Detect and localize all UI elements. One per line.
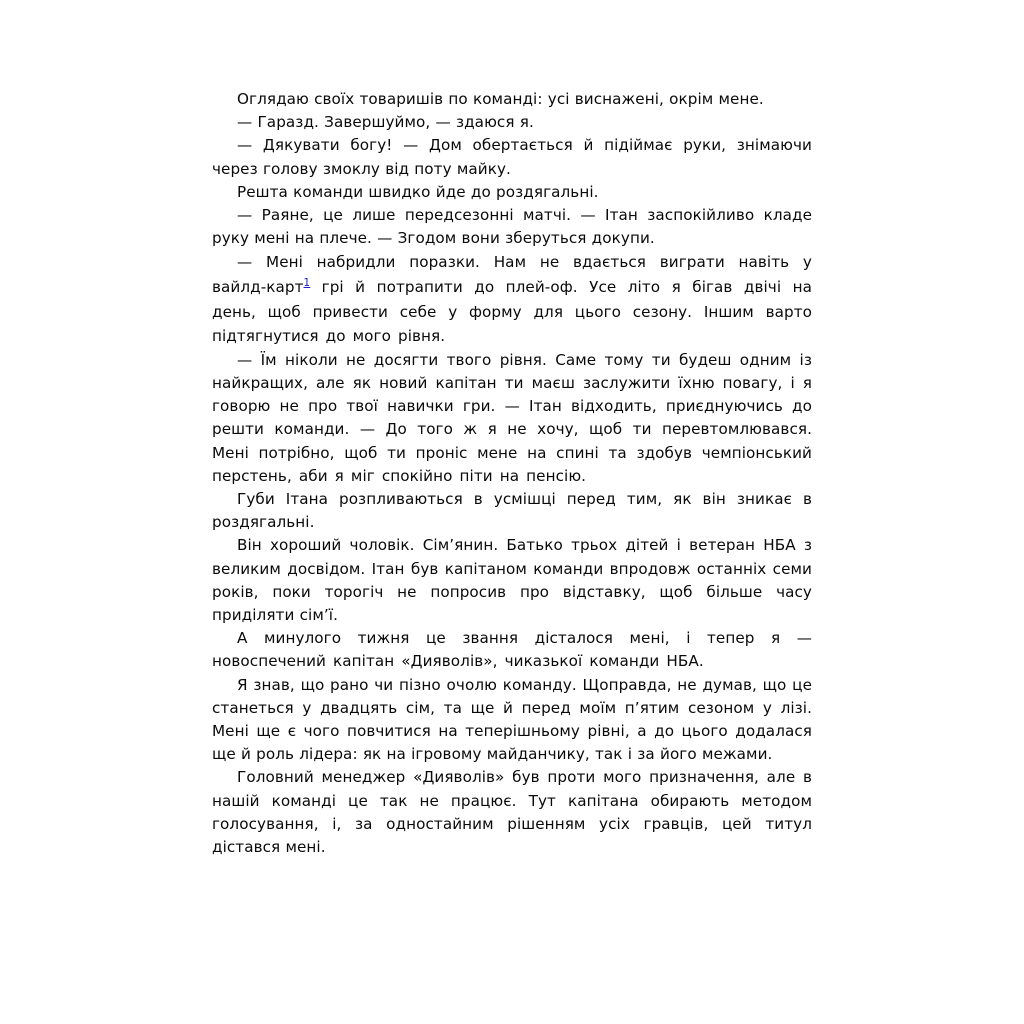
paragraph-text-after-footnote: грі й потрапити до плей-оф. Усе літо я бігав двічі на день, щоб привести себе у форму для цього сезону. Іншим варто підтягнутися до мого рівня.: [212, 278, 812, 346]
paragraph-with-footnote: [212, 250, 812, 348]
paragraph: Оглядаю своїх товаришів по команді: усі виснажені, окрім мене.: [237, 90, 764, 108]
footnote-reference-link[interactable]: 1: [303, 276, 311, 289]
paragraph-text-before-footnote: — Мені набридли поразки. Нам не вдається виграти навіть у вайлд-карт: [212, 253, 812, 297]
body-text-column: [212, 88, 812, 859]
paragraph-dialogue: — Гаразд. Завершуймо, — здаюся я.: [237, 113, 534, 132]
paragraph: Головний менеджер «Дияволів» був проти мого призначення, але в нашій команді це так не працює. Тут капітана обирають методом голосування, і, за одностайним рішенням усіх гравців, цей титул дістався мені.: [212, 768, 812, 857]
paragraph: Губи Ітана розпливаються в усмішці перед тим, як він зникає в роздягальні.: [212, 490, 812, 532]
paragraph: А минулого тижня це звання дісталося мені, і тепер я — новоспечений капітан «Дияволів», чиказької команди НБА.: [212, 629, 812, 671]
paragraph: Решта команди швидко йде до роздягальні.: [237, 182, 599, 201]
paragraph: Він хороший чоловік. Сім’янин. Батько трьох дітей і ветеран НБА з великим досвідом. Ітан був капітаном команди впродовж останніх семи років, поки торогіч не попросив про відставку, щоб більше часу приділяти сім’ї.: [212, 536, 812, 625]
paragraph-dialogue: — Раяне, це лише передсезонні матчі. — Ітан заспокійливо кладе руку мені на плече. — Згодом вони зберуться докупи.: [212, 206, 812, 248]
paragraph: Я знав, що рано чи пізно очолю команду. Щоправда, не думав, що це станеться у двадцять сім, та ще й перед моїм п’ятим сезоном у лізі. Мені ще є чого повчитися на теперішньому рівні, а до цього додалася ще й роль лідера: як на ігровому майданчику, так і за його межами.: [212, 675, 812, 764]
paragraph-dialogue: — Їм ніколи не досягти твого рівня. Саме тому ти будеш одним із найкращих, але як новий капітан ти маєш заслужити їхню повагу, і я говорю не про твої навички гри. — Ітан відходить, приєднуючись до решти команди. — До того ж я не хочу, щоб ти перевтомлювався. Мені потрібно, щоб ти проніс мене на спині та здобув чемпіонський перстень, аби я міг спокійно піти на пенсію.: [212, 350, 812, 485]
paragraph-dialogue: — Дякувати богу! — Дом обертається й підіймає руки, знімаючи через голову змоклу від поту майку.: [212, 136, 812, 178]
